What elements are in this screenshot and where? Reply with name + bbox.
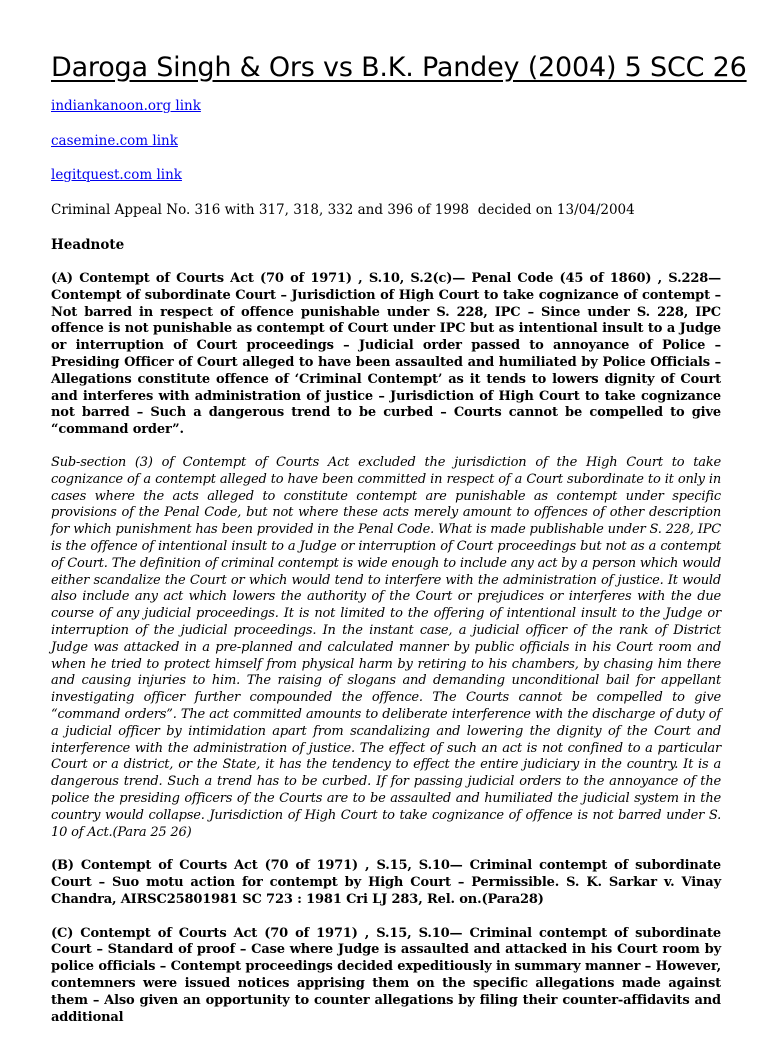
indiankanoon-link[interactable]: indiankanoon.org link xyxy=(51,98,201,114)
headnote-heading: Headnote xyxy=(51,237,125,253)
section-a-heading: (A) Contempt of Courts Act (70 of 1971) , S.10, S.2(c)— Penal Code (45 of 1860) , S.228— Contempt of subordinate Court – Jurisdiction of High Court to take cognizance of contempt – Not barred in respect of offence punishable under S. 228, IPC – Since under S. 228, IPC offence is not punishable as contempt of Court under IPC but as intentional insult to a Judge or interruption of Court proceedings – Judicial order passed to annoyance of Police – Presiding Officer of Court alleged to have been assaulted and humiliated by Police Officials – Allegations constitute offence of ‘Criminal Contempt’ as it tends to lowers dignity of Court and interferes with administration of justice – Jurisdiction of High Court to take cognizance not barred – Such a dangerous trend to be curbed – Courts cannot be compelled to give “command order”. xyxy=(51,271,721,438)
document-title: Daroga Singh & Ors vs B.K. Pandey (2004) 5 SCC 26 xyxy=(51,52,747,83)
section-c-heading: (C) Contempt of Courts Act (70 of 1971) , S.15, S.10— Criminal contempt of subordinate Court – Standard of proof – Case where Judge is assaulted and attacked in his Court room by police officials – Contempt proceedings decided expeditiously in summary manner – However, contemners were issued notices apprising them on the specific allegations made against them – Also given an opportunity to counter allegations by filing their counter-affidavits and additional xyxy=(51,925,721,1025)
section-a-body: Sub-section (3) of Contempt of Courts Act excluded the jurisdiction of the High Court to take cognizance of a contempt alleged to have been committed in respect of a Court subordinate to it only in cases where the acts alleged to constitute contempt are punishable as contempt under specific provisions of the Penal Code, but not where these acts merely amount to offences of other description for which punishment has been provided in the Penal Code. What is made publishable under S. 228, IPC is the offence of intentional insult to a Judge or interruption of Court proceedings but not as a contempt of Court. The definition of criminal contempt is wide enough to include any act by a person which would either scandalize the Court or which would tend to interfere with the administration of justice. It would also include any act which lowers the authority of the Court or prejudices or interferes with the due course of any judicial proceedings. It is not limited to the offering of intentional insult to the Judge or interruption of the judicial proceedings. In the instant case, a judicial officer of the rank of District Judge was attacked in a pre-planned and calculated manner by public officials in his Court room and when he tried to protect himself from physical harm by retiring to his chambers, by chasing him there and causing injuries to him. The raising of slogans and demanding unconditional bail for appellant investigating officer further compounded the offence. The Courts cannot be compelled to give “command orders”. The act committed amounts to deliberate interference with the discharge of duty of a judicial officer by intimidation apart from scandalizing and lowering the dignity of the Court and interference with the administration of justice. The effect of such an act is not confined to a particular Court or a district, or the State, it has the tendency to effect the entire judiciary in the country. It is a dangerous trend. Such a trend has to be curbed. If for passing judicial orders to the annoyance of the police the presiding officers of the Courts are to be assaulted and humiliated the judicial system in the country would collapse. Jurisdiction of High Court to take cognizance of offence is not barred under S. 10 of Act.(Para 25 26) xyxy=(51,454,721,840)
document-page xyxy=(51,0,747,1039)
section-b-heading: (B) Contempt of Courts Act (70 of 1971) , S.15, S.10— Criminal contempt of subordinate Court – Suo motu action for contempt by High Court – Permissible. S. K. Sarkar v. Vinay Chandra, AIRSC25801981 SC 723 : 1981 Cri LJ 283, Rel. on.(Para28) xyxy=(51,858,721,907)
legitquest-link[interactable]: legitquest.com link xyxy=(51,167,182,183)
case-info: Criminal Appeal No. 316 with 317, 318, 332 and 396 of 1998 decided on 13/04/2004 xyxy=(51,202,635,218)
casemine-link[interactable]: casemine.com link xyxy=(51,133,178,149)
